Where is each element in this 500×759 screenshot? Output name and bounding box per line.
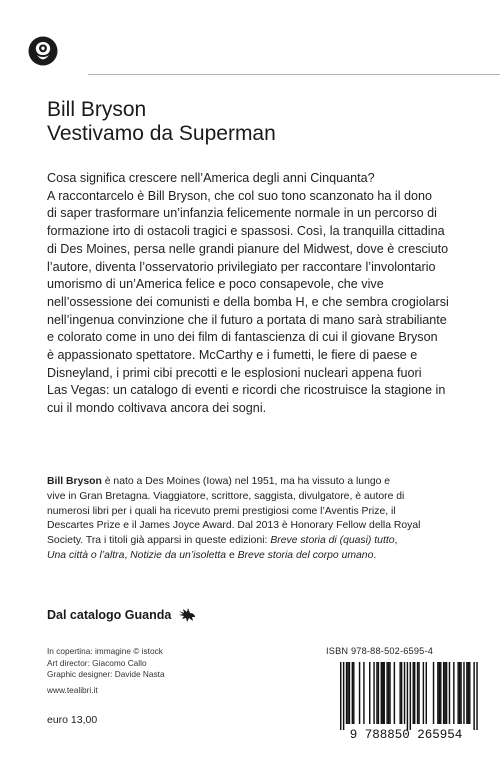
barcode-bar [349,662,350,724]
barcode-digits: 9 788850 265954 [349,728,463,740]
barcode-bar [378,662,379,724]
barcode-bar [399,662,400,724]
barcode-bar [381,662,382,724]
blurb-line: di saper trasformare un’infanzia felicemente normale in un percorso di [47,206,437,221]
blurb-line: formazione irto di ostacoli tragici e spassosi. Così, la tranquilla cittadina [47,224,445,239]
barcode-bar [347,662,348,724]
barcode-bar [457,662,458,724]
bio-line: Bill Bryson è nato a Des Moines (Iowa) nel 1951, ma ha vissuto a lungo e [47,476,391,487]
barcode-bar [343,662,344,730]
blurb-line: l’autore, diventa l’osservatorio privilegiato per raccontare l’involontario [47,259,436,274]
barcode-bar [389,662,390,724]
blurb-line: Las Vegas: un catalogo di eventi e ricordi che ricostruisce la stagione in [47,383,446,398]
barcode-bar [384,662,385,724]
barcode-bar [466,662,467,724]
barcode-bar [359,662,360,724]
credits [47,646,165,696]
blurb-line: nell’ossessione dei comunisti e della bomba H, e che sembra crogiolarsi [47,294,449,309]
barcode-bar [346,662,347,724]
website: www.tealibri.it [47,684,98,695]
barcode-bar [426,662,427,724]
barcode-bar [439,662,440,724]
barcode-bar [369,662,370,724]
barcode-bar [433,662,434,724]
blurb-line: cui il mondo coltivava ancora dei sogni. [47,401,267,416]
author-bio [47,475,479,564]
barcode-bar [388,662,389,724]
barcode-bar [446,662,447,724]
bio-line: Una città o l’altra, Notizie da un’isoletta e Breve storia del corpo umano. [47,549,377,561]
barcode-bar [440,662,441,724]
blurb-line: umorismo di un’America felice e poco consapevole, che vive [47,277,384,292]
price: euro 13,00 [47,714,98,726]
catalog-label: Dal catalogo Guanda [47,608,172,622]
barcode-bar [340,662,341,730]
barcode-bar [453,662,454,724]
barcode-bar [386,662,387,724]
barcode-bar [459,662,460,724]
barcode-bar [443,662,444,724]
barcode-bar [444,662,445,724]
barcode-bar [449,662,450,724]
barcode-bar [476,662,477,730]
blurb-line: A raccontarcelo è Bill Bryson, che col suo tono scanzonato ha il dono [47,188,433,203]
barcode-bar [407,662,408,730]
barcode-bar [382,662,383,724]
book-blurb [47,170,467,418]
barcode-bar [437,662,438,724]
barcode-bar [401,662,402,724]
book-title-ref: Breve storia di (quasi) tutto [270,535,395,547]
art-director-credit: Art director: Giacomo Callo [47,657,147,668]
barcode-bar [363,662,364,724]
blurb-line: Disneyland, i primi cibi precotti e le esplosioni nucleari appena fuori [47,365,422,380]
book-title: Vestivamo da Superman [47,122,276,145]
book-title-ref: Breve storia del corpo umano [237,549,374,561]
book-title-ref: Una città o l’altra [47,549,125,561]
blurb-line: è appassionato spettatore. McCarthy e i fumetti, le fiere di paese e [47,348,418,363]
blurb-line: e colorato come in uno dei film di fantascienza di cui il giovane Bryson [47,330,438,345]
barcode [326,662,486,740]
barcode-bars [340,662,478,730]
barcode-bar [352,662,353,724]
top-divider [88,74,500,75]
author-name: Bill Bryson [47,98,147,121]
barcode-bar [376,662,377,724]
barcode-bar [468,662,469,724]
barcode-bar [404,662,405,724]
bio-line: vive in Gran Bretagna. Viaggiatore, scrittore, saggista, divulgatore, è autore di [47,490,405,502]
barcode-bar [460,662,461,724]
barcode-bar [394,662,395,724]
barcode-bar [417,662,418,724]
barcode-bar [353,662,354,724]
barcode-bar [473,662,474,730]
bio-line: Descartes Prize e il James Joyce Award. Dal 2013 è Honorary Fellow della Royal [47,520,421,532]
blurb-line: nell’ingenua convinzione che il futuro a portata di mano sarà strabiliante [47,312,447,327]
isbn-label: ISBN 978-88-502-6595-4 [326,646,434,656]
barcode-bar [418,662,419,724]
barcode-bar [469,662,470,724]
barcode-bar [463,662,464,724]
bio-line: numerosi libri per i quali ha ricevuto premi prestigiosi come l’Aventis Prize, il [47,505,396,517]
barcode-bar [423,662,424,724]
bio-author-name: Bill Bryson [47,476,102,487]
blurb-line: di Des Moines, persa nelle grandi pianure del Midwest, dove è cresciuto [47,241,449,256]
barcode-bar [413,662,414,724]
guanda-rose-logo [28,36,58,66]
barcode-bar [373,662,374,724]
catalog-heading [47,607,196,623]
barcode-bar [414,662,415,724]
guanda-bird-icon [178,607,196,623]
cover-credit: In copertina: immagine © istock [47,646,163,656]
graphic-designer-credit: Graphic designer: Davide Nasta [47,669,165,679]
blurb-line: Cosa significa crescere nell’America degli anni Cinquanta? [47,171,375,185]
bio-line: Society. Tra i titoli già apparsi in queste edizioni: Breve storia di (quasi) tutto, [47,535,398,547]
barcode-bar [410,662,411,730]
book-title-ref: Notizie da un’isoletta [130,549,227,561]
